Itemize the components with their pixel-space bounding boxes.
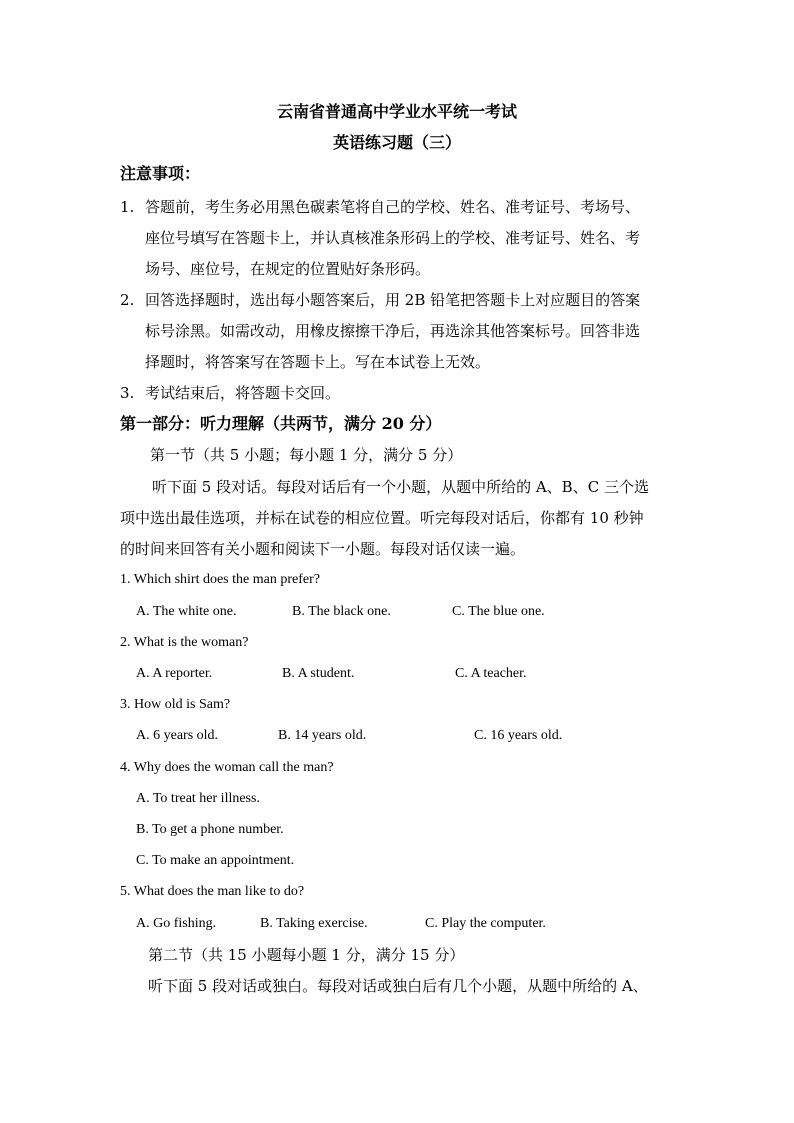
question-4-option-a: A. To treat her illness. [136,791,260,806]
question-2-option-c: C. A teacher. [455,666,527,681]
notice-item-3-line-1: 考试结束后，将答题卡交回。 [145,384,341,402]
question-4: 4. Why does the woman call the man? [120,760,334,775]
section1-instruction-line-1: 听下面 5 段对话。每段对话后有一个小题，从题中所给的 A、B、C 三个选 [152,478,649,496]
question-3: 3. How old is Sam? [120,697,231,712]
question-3-option-a: A. 6 years old. [136,728,219,743]
notice-item-1-line-1: 答题前，考生务必用黑色碳素笔将自己的学校、姓名、准考证号、考场号、 [145,198,641,216]
question-1-option-b: B. The black one. [292,604,391,619]
question-5: 5. What does the man like to do? [120,884,305,899]
question-1-option-c: C. The blue one. [452,604,545,619]
question-3-option-b: B. 14 years old. [278,728,367,743]
notice-item-1-line-2: 座位号填写在答题卡上，并认真核准条形码上的学校、准考证号、姓名、考 [145,229,641,247]
section1-instruction-line-3: 的时间来回答有关小题和阅读下一小题。每段对话仅读一遍。 [120,540,526,558]
notice-item-2-line-2: 标号涂黑。如需改动，用橡皮擦擦干净后，再选涂其他答案标号。回答非选 [145,322,641,340]
question-4-option-b: B. To get a phone number. [136,822,284,837]
exam-subtitle: 英语练习题（三） [332,133,461,152]
question-5-option-c: C. Play the computer. [425,916,546,931]
section1-heading: 第一节（共 5 小题；每小题 1 分，满分 5 分） [150,446,463,464]
question-2-option-b: B. A student. [282,666,355,681]
question-4-option-c: C. To make an appointment. [136,853,295,868]
question-5-option-b: B. Taking exercise. [260,916,368,931]
section2-instruction-line-1: 听下面 5 段对话或独白。每段对话或独白后有几个小题，从题中所给的 A、 [148,977,648,995]
question-2-option-a: A. A reporter. [136,666,213,681]
notice-item-1-line-3: 场号、座位号，在规定的位置贴好条形码。 [145,260,431,278]
notice-item-1-number: 1. [120,198,135,216]
question-5-option-a: A. Go fishing. [136,916,217,931]
notice-item-2-line-1: 回答选择题时，选出每小题答案后，用 2B 铅笔把答题卡上对应题目的答案 [145,291,641,309]
notice-item-3-number: 3. [120,384,135,402]
question-1-option-a: A. The white one. [136,604,237,619]
part1-heading: 第一部分：听力理解（共两节，满分 20 分） [120,414,442,433]
notice-heading: 注意事项： [120,164,201,183]
question-1: 1. Which shirt does the man prefer? [120,572,320,587]
question-3-option-c: C. 16 years old. [474,728,563,743]
question-2: 2. What is the woman? [120,635,249,650]
notice-item-2-number: 2. [120,291,135,309]
exam-title: 云南省普通高中学业水平统一考试 [276,102,517,121]
section1-instruction-line-2: 项中选出最佳选项，并标在试卷的相应位置。听完每段对话后，你都有 10 秒钟 [120,509,644,527]
notice-item-2-line-3: 择题时，将答案写在答题卡上。写在本试卷上无效。 [145,353,491,371]
section2-heading: 第二节（共 15 小题每小题 1 分，满分 15 分） [148,946,465,964]
